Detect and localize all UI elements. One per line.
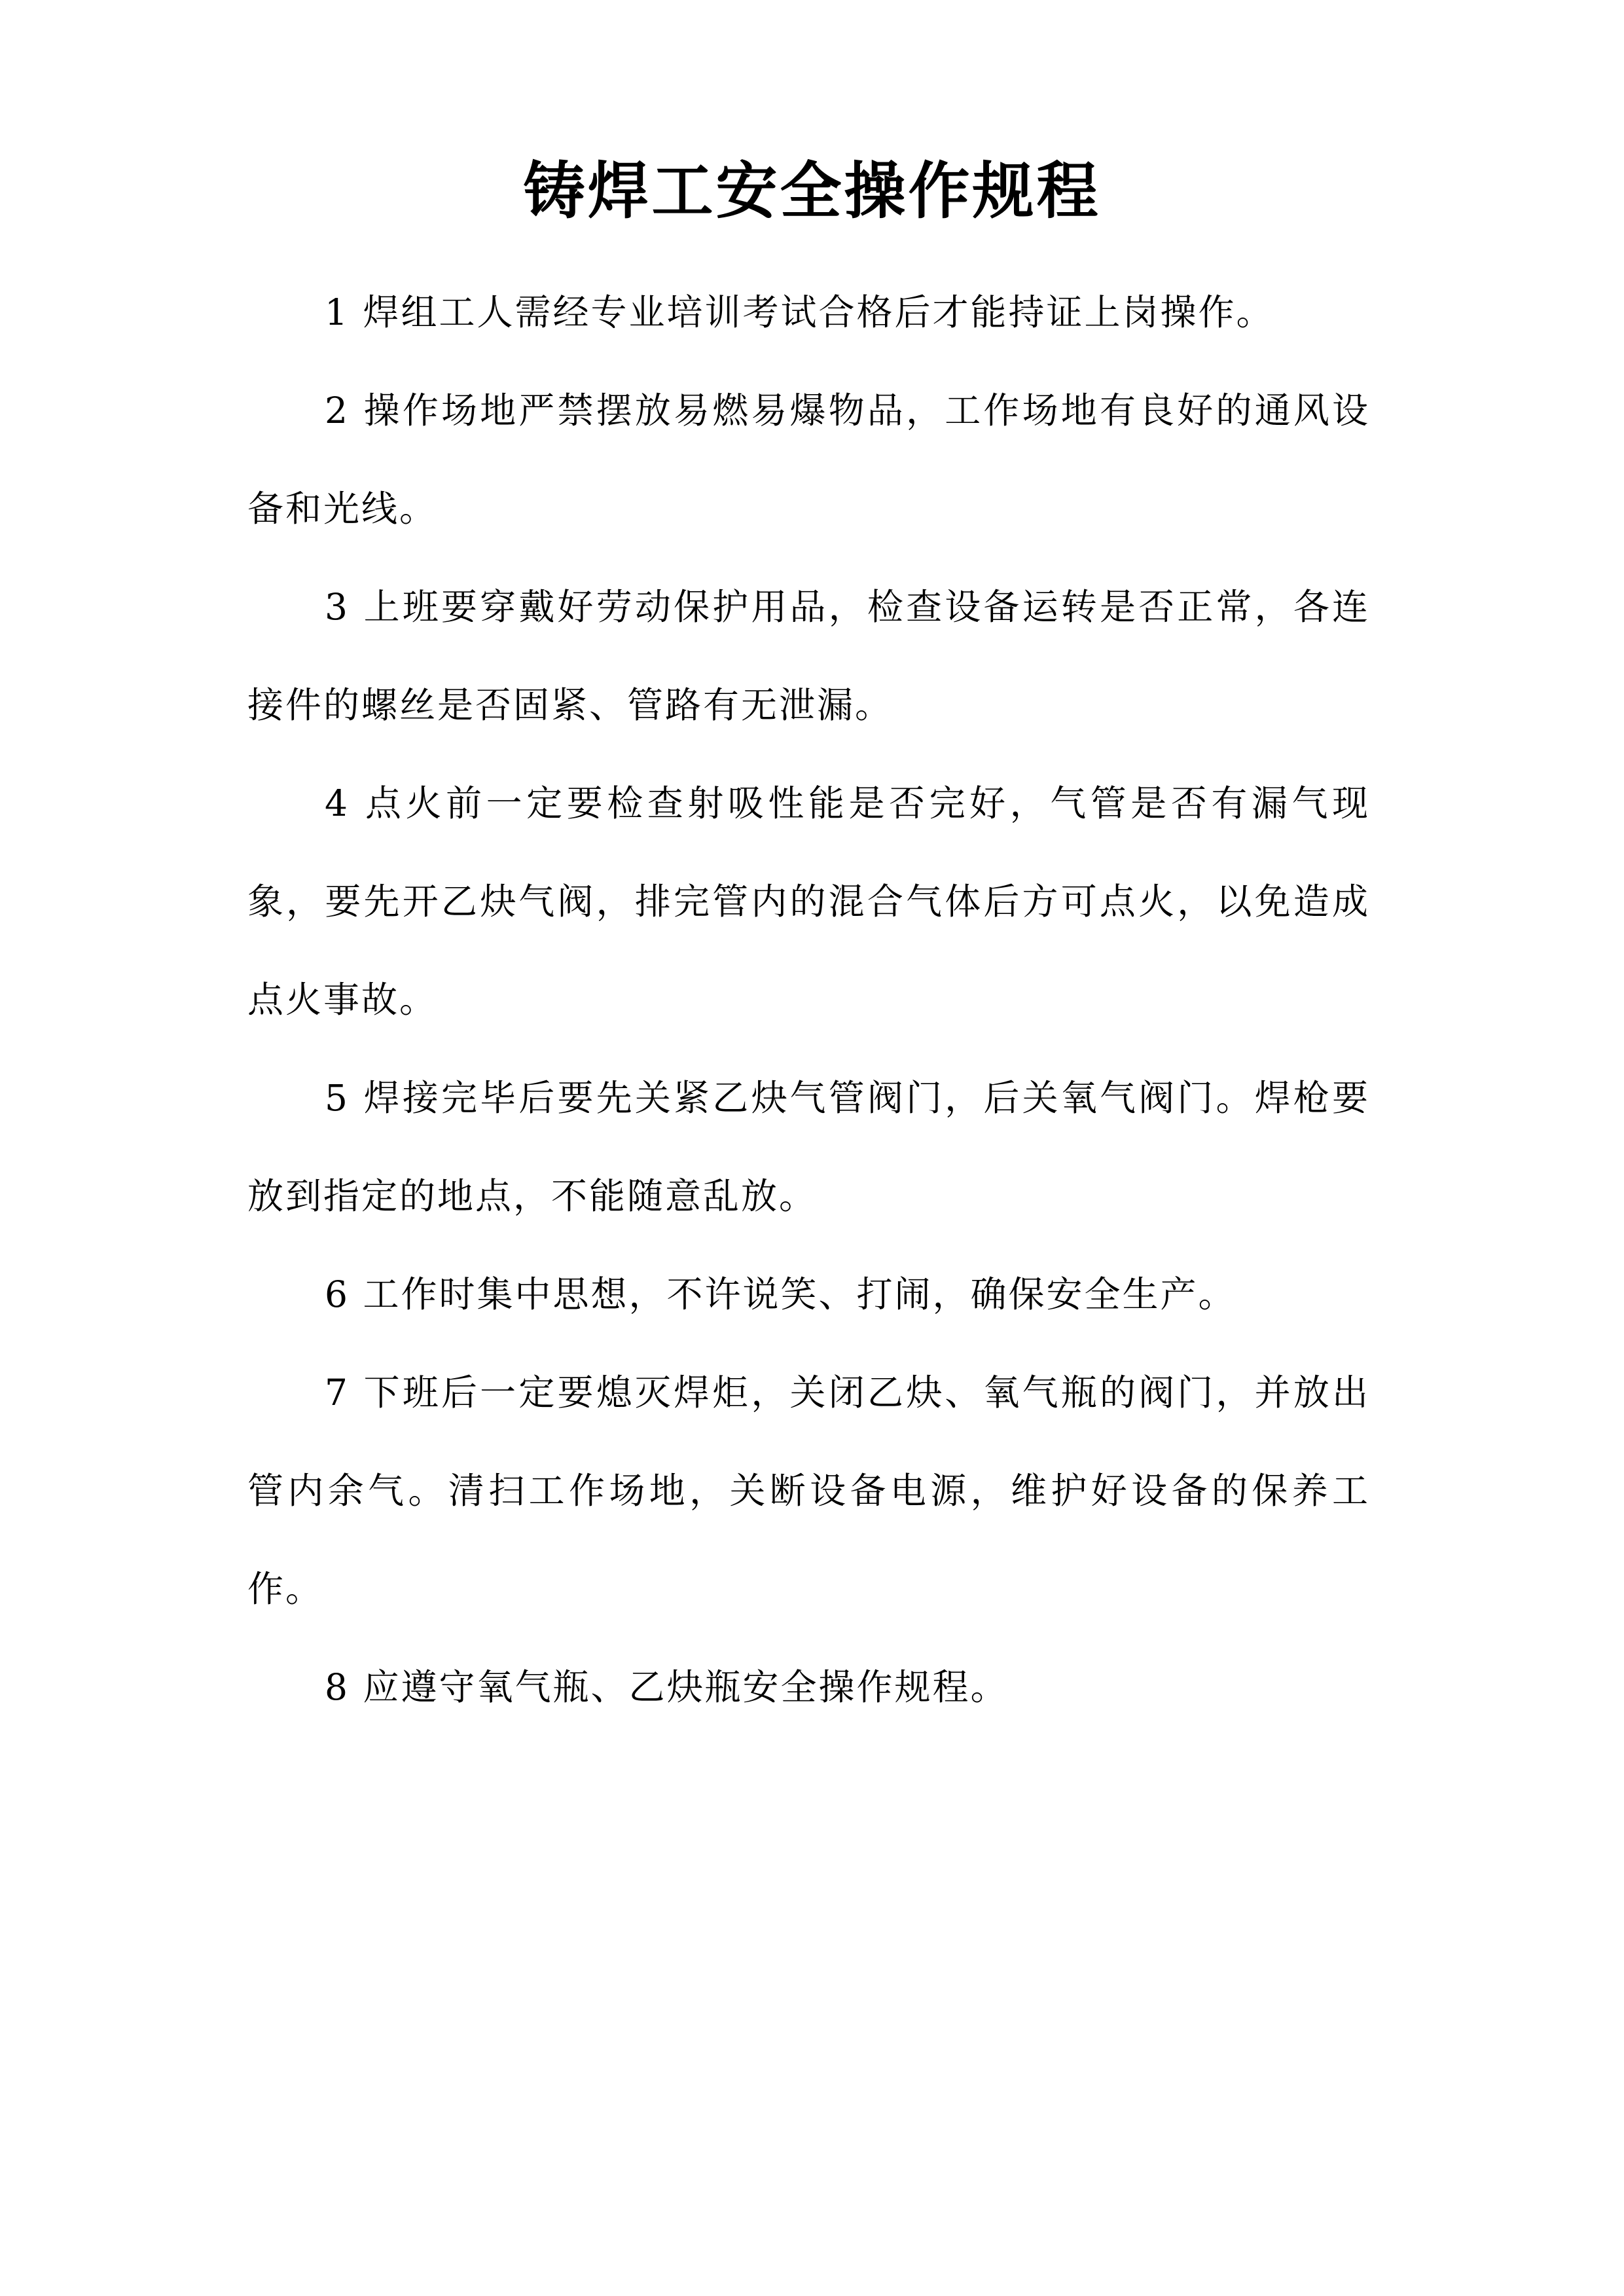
rule-paragraph-5: 5 焊接完毕后要先关紧乙炔气管阀门，后关氧气阀门。焊枪要放到指定的地点，不能随意乱放。 [247, 1077, 1370, 1217]
rule-paragraph-3: 3 上班要穿戴好劳动保护用品，检查设备运转是否正常，各连接件的螺丝是否固紧、管路有无泄漏。 [247, 586, 1370, 726]
document-body [247, 263, 1370, 1736]
rule-paragraph-4: 4 点火前一定要检查射吸性能是否完好，气管是否有漏气现象，要先开乙炔气阀，排完管内的混合气体后方可点火，以免造成点火事故。 [247, 782, 1370, 1021]
rule-paragraph-8: 8 应遵守氧气瓶、乙炔瓶安全操作规程。 [325, 1666, 1009, 1708]
rule-paragraph-7: 7 下班后一定要熄灭焊炬，关闭乙炔、氧气瓶的阀门，并放出管内余气。清扫工作场地，关断设备电源，维护好设备的保养工作。 [247, 1372, 1370, 1610]
rule-paragraph-1: 1 焊组工人需经专业培训考试合格后才能持证上岗操作。 [325, 291, 1274, 333]
rule-paragraph-2: 2 操作场地严禁摆放易燃易爆物品，工作场地有良好的通风设备和光线。 [247, 390, 1370, 530]
rule-paragraph-6: 6 工作时集中思想，不许说笑、打闹，确保安全生产。 [325, 1273, 1236, 1315]
document-title: 铸焊工安全操作规程 [523, 155, 1101, 227]
